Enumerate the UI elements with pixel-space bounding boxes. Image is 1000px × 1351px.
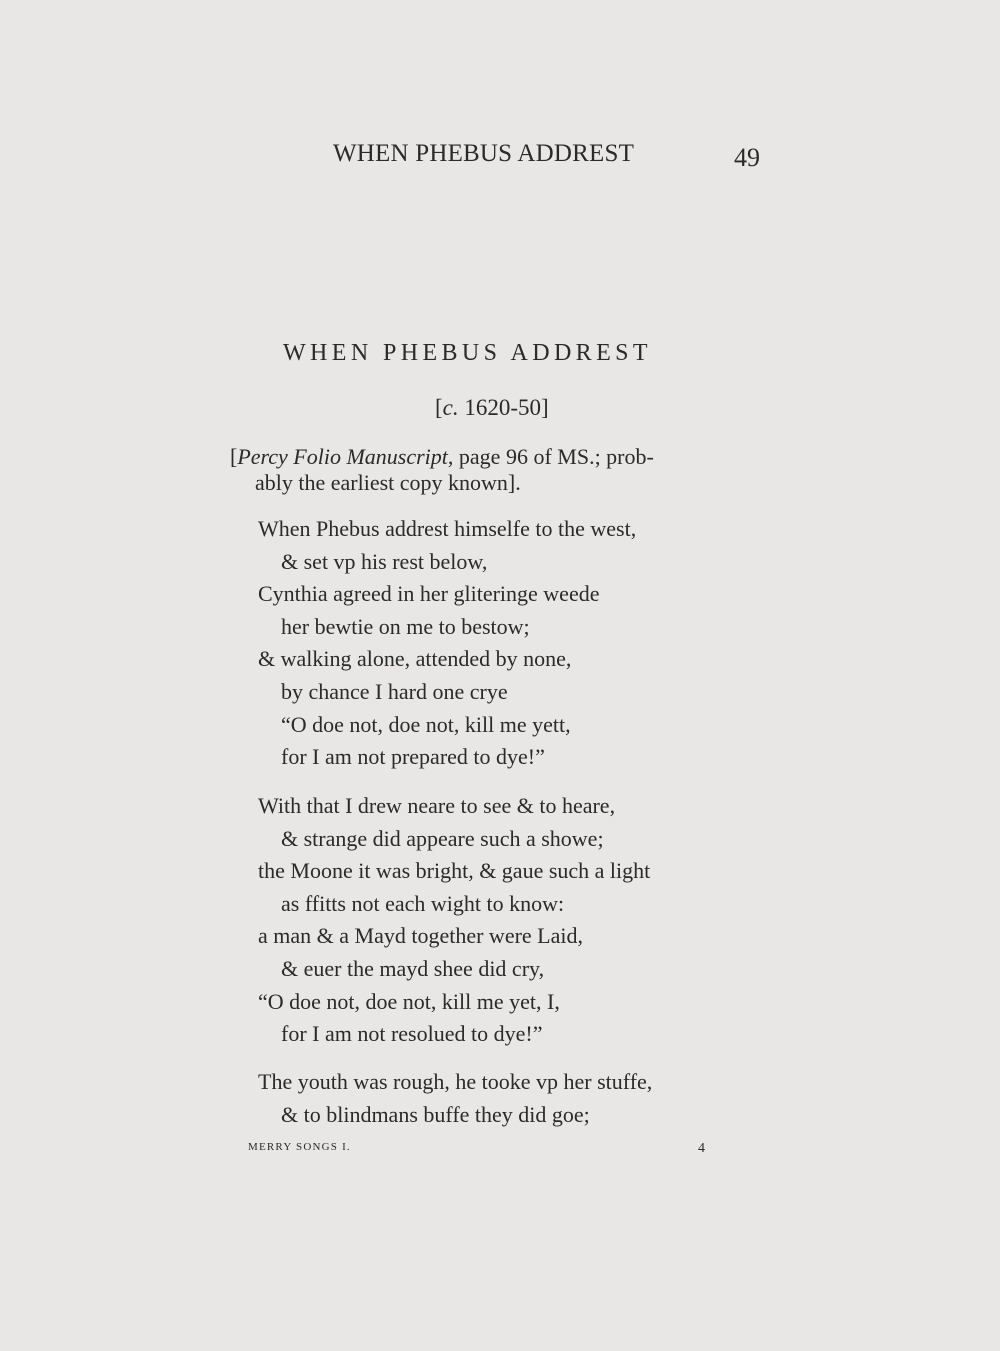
verse-line: as ffitts not each wight to know: [281, 890, 565, 916]
verse-line: & set vp his rest below, [281, 548, 488, 574]
signature-mark: MERRY SONGS I. [248, 1141, 351, 1153]
source-details: , page 96 of MS.; prob- [447, 444, 654, 469]
running-head-title: WHEN PHEBUS ADDREST [333, 140, 635, 167]
stanza [258, 513, 636, 774]
date-open-bracket: [ [435, 395, 443, 420]
poem-title: WHEN PHEBUS ADDREST [283, 340, 652, 366]
stanza [258, 790, 650, 1051]
date-circa: c. [442, 395, 459, 420]
source-manuscript-title: Percy Folio Manuscript [237, 444, 448, 469]
source-note [230, 444, 654, 496]
verse-line: her bewtie on me to bestow; [281, 613, 530, 639]
verse-line: “O doe not, doe not, kill me yett, [281, 711, 571, 737]
source-note-line-2: ably the earliest copy known]. [255, 470, 521, 495]
poem-date [435, 395, 549, 421]
verse-line: “O doe not, doe not, kill me yet, I, [258, 988, 560, 1014]
source-note-line-1 [230, 444, 654, 470]
verse-line: the Moone it was bright, & gaue such a light [258, 858, 651, 884]
source-open-bracket: [ [230, 444, 238, 469]
verse-line: & walking alone, attended by none, [258, 646, 572, 672]
verse-line: for I am not prepared to dye!” [281, 744, 545, 770]
verse-line: a man & a Mayd together were Laid, [258, 923, 583, 949]
stanza [258, 1066, 652, 1131]
verse-line: by chance I hard one crye [281, 678, 508, 704]
verse-line: The youth was rough, he tooke vp her stuffe, [258, 1069, 653, 1094]
verse-line: & to blindmans buffe they did goe; [281, 1101, 590, 1127]
signature-number: 4 [698, 1141, 705, 1156]
verse-line: Cynthia agreed in her gliteringe weede [258, 581, 600, 607]
verse-line: & euer the mayd shee did cry, [281, 955, 545, 981]
page-number: 49 [734, 143, 760, 172]
verse-line: With that I drew neare to see & to heare, [258, 793, 616, 818]
date-years: 1620-50] [458, 395, 549, 420]
verse-line: & strange did appeare such a showe; [281, 825, 604, 851]
verse-line: for I am not resolued to dye!” [281, 1021, 543, 1047]
verse-line: When Phebus addrest himselfe to the west, [258, 516, 637, 541]
